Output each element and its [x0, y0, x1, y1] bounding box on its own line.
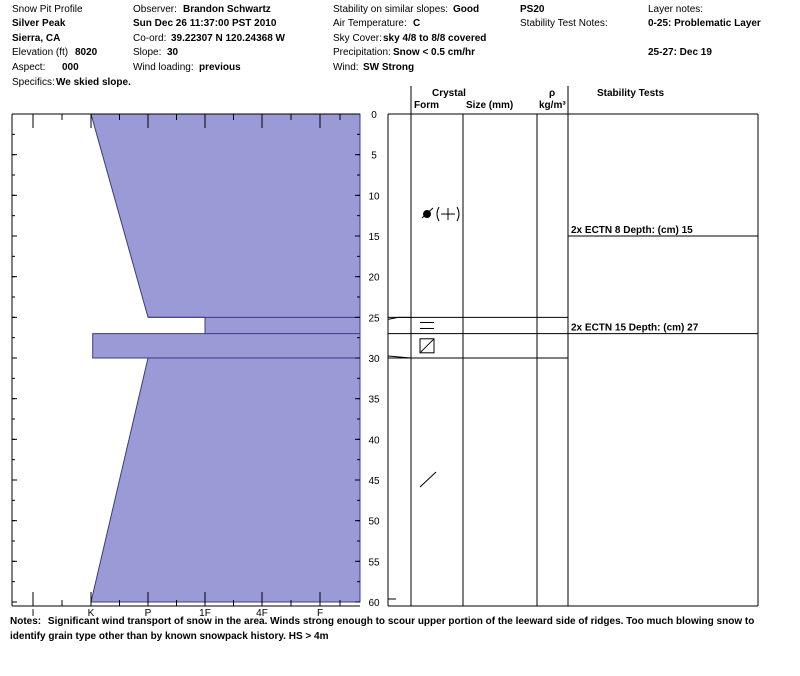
slope-value: 30: [167, 47, 179, 58]
form-header: Form: [414, 100, 439, 111]
stability-label: Stability on similar slopes:: [333, 4, 449, 15]
coord-value: 39.22307 N 120.24368 W: [171, 33, 285, 44]
depth-tick-label: 60: [368, 598, 380, 609]
elevation-label: Elevation (ft): [12, 47, 69, 58]
mixed-diagonal: [420, 339, 434, 353]
hardness-tick-label: P: [144, 608, 152, 619]
paren-left: [437, 207, 439, 221]
location: Silver Peak: [12, 18, 66, 29]
depth-tick-label: 55: [368, 557, 380, 569]
sky-value: sky 4/8 to 8/8 covered: [383, 33, 487, 44]
wind-value: SW Strong: [363, 62, 415, 73]
depth-tick-label: 20: [368, 272, 380, 284]
graupel-decomposing-icon: [422, 207, 459, 221]
observer-value: Brandon Schwartz: [183, 4, 271, 15]
depth-tick-label: 10: [368, 191, 380, 203]
hardness-tick-label: F: [316, 608, 324, 619]
hardness-tick-label: I: [31, 608, 35, 619]
depth-tick-label: 25: [368, 313, 380, 325]
depth-tick-label: 5: [371, 150, 377, 162]
profile-label: Snow Pit Profile: [12, 4, 83, 15]
density-unit: kg/m³: [539, 100, 566, 111]
mixed-form-icon: [420, 339, 434, 353]
notes-label: Notes:: [10, 616, 42, 627]
depth-tick-label: 40: [368, 435, 380, 447]
observer-label: Observer:: [133, 4, 177, 15]
test-code: PS20: [520, 4, 545, 15]
aspect-value: 000: [62, 62, 79, 73]
crystal-header: Crystal: [432, 88, 466, 99]
stability-test-label: 2x ECTN 15 Depth: (cm) 27: [571, 322, 699, 334]
precip-particle-icon: [420, 472, 436, 487]
faceted-icon: [420, 322, 434, 328]
air-temp-value: C: [413, 18, 421, 29]
region: Sierra, CA: [12, 33, 61, 44]
observation-datetime: Sun Dec 26 11:37:00 PST 2010: [133, 18, 277, 29]
wind-loading-label: Wind loading:: [133, 62, 194, 73]
hardness-tick-label: K: [87, 608, 95, 619]
elevation-value: 8020: [75, 47, 98, 58]
coord-label: Co-ord:: [133, 33, 167, 44]
stability-value: Good: [453, 4, 480, 15]
paren-right: [457, 207, 459, 221]
hardness-tick-label: 4F: [256, 608, 268, 619]
size-header: Size (mm): [466, 100, 514, 111]
depth-tick-label: 0: [371, 110, 377, 121]
stability-test-label: 2x ECTN 8 Depth: (cm) 15: [571, 225, 693, 236]
depth-tick-label: 15: [368, 232, 380, 243]
specifics-label: Specifics:: [12, 77, 55, 88]
aspect-label: Aspect:: [12, 62, 46, 73]
specifics-value: We skied slope.: [56, 77, 131, 88]
depth-tick-label: 45: [368, 476, 380, 487]
hardness-tick-label: 1F: [199, 608, 211, 619]
layer-note-2: 25-27: Dec 19: [648, 47, 712, 58]
stability-tests-header: Stability Tests: [597, 88, 665, 99]
density-symbol: ρ: [549, 88, 556, 99]
slope-label: Slope:: [133, 47, 162, 58]
depth-tick-label: 50: [368, 516, 380, 528]
layer-notes-label: Layer notes:: [648, 4, 704, 15]
layer-note-1: 0-25: Problematic Layer: [648, 18, 761, 29]
wind-label: Wind:: [333, 62, 359, 73]
precip-label: Precipitation:: [333, 47, 391, 58]
depth-tick-label: 35: [368, 394, 380, 406]
particle-stroke: [420, 472, 436, 487]
sky-label: Sky Cover:: [333, 33, 382, 44]
depth-tick-label: 30: [368, 354, 380, 365]
wind-loading-value: previous: [199, 62, 241, 73]
precip-value: Snow < 0.5 cm/hr: [393, 47, 475, 58]
notes-text: Significant wind transport of snow in the area. Winds strong enough to scour upper portion of the leeward side of ridges. Too much blowing snow to identify grain type other than by known snowpack history. HS > 4m: [10, 616, 755, 642]
air-temp-label: Air Temperature:: [333, 18, 407, 29]
stability-notes-label: Stability Test Notes:: [520, 18, 608, 29]
notes-section: [10, 614, 770, 644]
